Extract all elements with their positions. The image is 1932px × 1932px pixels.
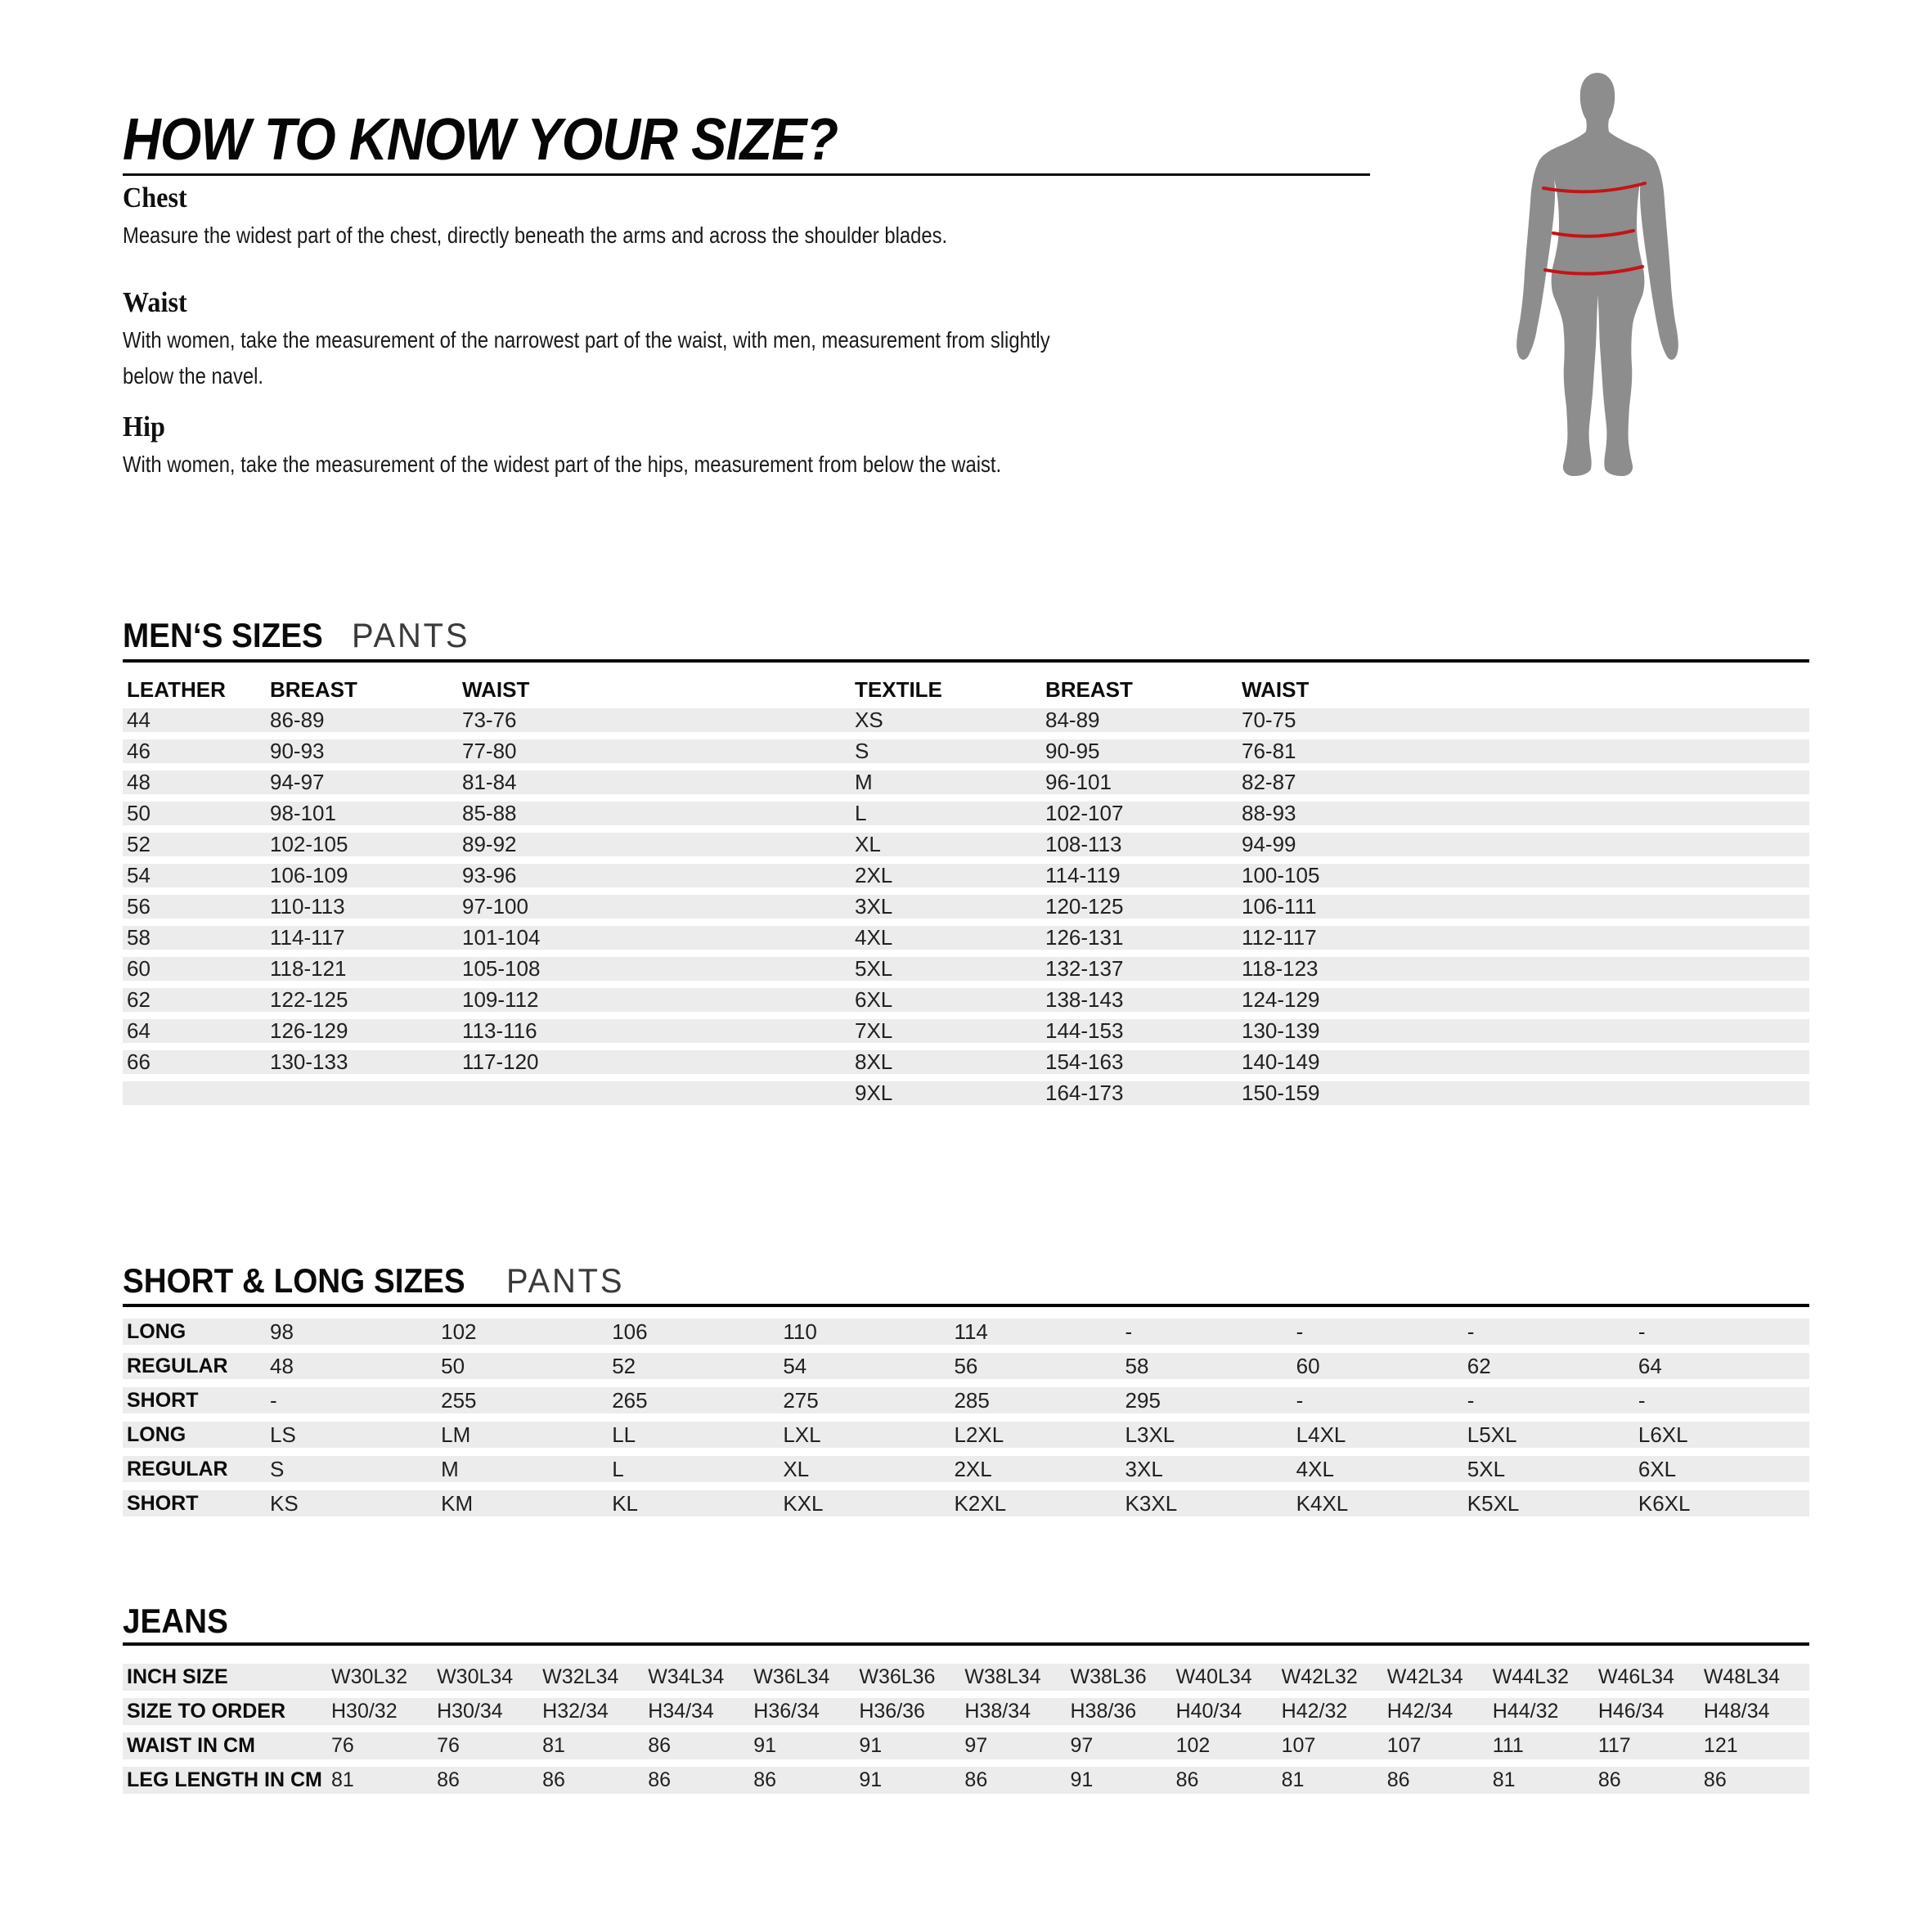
waist-cell-2: 124-129: [1242, 987, 1320, 1012]
waist-cell-2: 112-117: [1242, 925, 1317, 950]
textile-size-cell: XL: [855, 832, 881, 856]
jeans-title: JEANS: [123, 1602, 228, 1640]
leather-size-cell: 54: [127, 863, 151, 887]
breast-cell-2: 90-95: [1045, 739, 1100, 763]
jeans-cell: 107: [1386, 1734, 1422, 1757]
breast-cell-2: 120-125: [1045, 894, 1124, 919]
col-header-waist: WAIST: [462, 677, 530, 702]
breast-cell-2: 84-89: [1045, 708, 1100, 732]
table-row: [123, 926, 1809, 950]
col-header-waist-2: WAIST: [1242, 677, 1310, 702]
size-cell: -: [1467, 1319, 1475, 1344]
jeans-cell: 76: [437, 1734, 460, 1757]
size-cell: 3XL: [1125, 1457, 1163, 1481]
breast-cell: 126-129: [270, 1018, 348, 1043]
waist-cell-2: 70-75: [1242, 708, 1296, 732]
textile-size-cell: S: [855, 739, 869, 763]
table-row: [123, 739, 1809, 763]
size-cell: 285: [954, 1388, 990, 1413]
breast-cell-2: 108-113: [1045, 832, 1122, 856]
jeans-cell: W48L34: [1703, 1665, 1781, 1688]
waist-cell: 117-120: [462, 1049, 539, 1074]
size-cell: 102: [441, 1319, 477, 1344]
size-cell: K3XL: [1125, 1491, 1178, 1516]
hip-text: With women, take the measurement of the widest part of the hips, measurement from below the waist.: [123, 452, 1002, 477]
size-cell: 4XL: [1296, 1457, 1334, 1481]
size-cell: -: [1296, 1388, 1304, 1413]
jeans-cell: W40L34: [1175, 1665, 1252, 1688]
size-cell: 114: [954, 1319, 988, 1344]
row-label: SIZE TO ORDER: [127, 1700, 286, 1723]
col-header-breast-2: BREAST: [1045, 677, 1133, 702]
breast-cell: 94-97: [270, 770, 325, 794]
size-cell: L2XL: [954, 1422, 1004, 1447]
textile-size-cell: M: [855, 770, 873, 794]
row-label: INCH SIZE: [127, 1665, 228, 1688]
size-cell: KM: [441, 1491, 474, 1516]
size-cell: -: [1638, 1388, 1646, 1413]
size-cell: 54: [783, 1354, 807, 1378]
jeans-cell: H34/34: [648, 1700, 714, 1723]
leather-size-cell: 58: [127, 925, 151, 950]
size-cell: LL: [612, 1422, 636, 1447]
jeans-cell: 117: [1597, 1734, 1631, 1757]
table-row: [123, 1767, 1809, 1794]
breast-cell-2: 132-137: [1045, 956, 1124, 981]
breast-cell: 106-109: [270, 863, 348, 887]
jeans-cell: W36L34: [753, 1665, 830, 1688]
jeans-cell: 91: [1070, 1768, 1094, 1791]
waist-cell: 85-88: [462, 801, 517, 825]
textile-size-cell: L: [855, 801, 867, 825]
table-row: [123, 1698, 1809, 1725]
jeans-cell: W34L34: [648, 1665, 725, 1688]
waist-cell-2: 130-139: [1242, 1018, 1320, 1043]
size-cell: L4XL: [1296, 1422, 1346, 1447]
jeans-cell: 86: [964, 1768, 988, 1791]
textile-size-cell: 3XL: [855, 894, 893, 919]
row-label: REGULAR: [127, 1458, 228, 1480]
size-cell: -: [270, 1388, 277, 1413]
waist-cell-2: 150-159: [1242, 1081, 1320, 1105]
waist-cell: 109-112: [462, 987, 539, 1012]
mens-sizes-subtitle: PANTS: [352, 616, 470, 654]
waist-cell: 113-116: [462, 1018, 537, 1043]
size-cell: 48: [270, 1354, 294, 1378]
row-label: LONG: [127, 1320, 186, 1343]
jeans-rule: [123, 1642, 1809, 1646]
waist-cell-2: 118-123: [1242, 956, 1319, 981]
textile-size-cell: 8XL: [855, 1049, 893, 1074]
table-row: [123, 708, 1809, 732]
size-cell: 255: [441, 1388, 477, 1413]
breast-cell-2: 154-163: [1045, 1049, 1124, 1074]
table-row: [123, 864, 1809, 887]
waist-cell: 81-84: [462, 770, 517, 794]
breast-cell: 130-133: [270, 1049, 348, 1074]
jeans-cell: 91: [859, 1768, 883, 1791]
leather-size-cell: 60: [127, 956, 151, 981]
table-row: [123, 957, 1809, 981]
waist-text: With women, take the measurement of the narrowest part of the waist, with men, measurement from slightly below the navel.: [123, 327, 1050, 389]
col-header-leather: LEATHER: [127, 677, 226, 702]
breast-cell-2: 96-101: [1045, 770, 1112, 794]
breast-cell: 118-121: [270, 956, 347, 981]
short-long-subtitle: PANTS: [506, 1261, 625, 1300]
table-row: [123, 1664, 1809, 1691]
jeans-cell: 86: [1597, 1768, 1621, 1791]
breast-cell-2: 138-143: [1045, 987, 1124, 1012]
mens-sizes-header-row: [123, 676, 1813, 703]
jeans-cell: H36/34: [753, 1700, 820, 1723]
jeans-cell: H44/32: [1492, 1700, 1559, 1723]
waist-heading: Waist: [123, 286, 187, 318]
jeans-cell: W30L34: [437, 1665, 514, 1688]
jeans-cell: 86: [1386, 1768, 1410, 1791]
size-cell: 56: [954, 1354, 978, 1378]
size-cell: 6XL: [1638, 1457, 1677, 1481]
breast-cell-2: 114-119: [1045, 863, 1121, 887]
row-label: SHORT: [127, 1389, 199, 1412]
leather-size-cell: 50: [127, 801, 151, 825]
leather-size-cell: 56: [127, 894, 151, 919]
size-cell: 2XL: [954, 1457, 992, 1481]
size-cell: 64: [1638, 1354, 1662, 1378]
textile-size-cell: 4XL: [855, 925, 893, 950]
jeans-cell: 121: [1703, 1734, 1738, 1757]
table-row: [123, 833, 1809, 856]
leather-size-cell: 52: [127, 832, 151, 856]
leather-size-cell: 62: [127, 987, 151, 1012]
textile-size-cell: 7XL: [855, 1018, 893, 1043]
size-cell: 275: [783, 1388, 819, 1413]
size-cell: 265: [612, 1388, 648, 1413]
jeans-cell: 81: [1281, 1768, 1305, 1791]
waist-cell: 93-96: [462, 863, 517, 887]
table-row: [123, 1319, 1809, 1345]
table-row: [123, 771, 1809, 794]
textile-size-cell: 9XL: [855, 1081, 893, 1105]
size-cell: S: [270, 1457, 285, 1481]
row-label: LEG LENGTH IN CM: [127, 1768, 322, 1791]
size-cell: 106: [612, 1319, 648, 1344]
size-cell: -: [1638, 1319, 1646, 1344]
leather-size-cell: 48: [127, 770, 151, 794]
breast-cell-2: 164-173: [1045, 1081, 1124, 1105]
size-cell: XL: [783, 1457, 810, 1481]
table-row: [123, 1422, 1809, 1448]
jeans-cell: H42/32: [1281, 1700, 1348, 1723]
jeans-cell: W36L36: [859, 1665, 936, 1688]
short-long-title: SHORT & LONG SIZES: [123, 1261, 465, 1300]
size-cell: K2XL: [954, 1491, 1007, 1516]
jeans-cell: 86: [753, 1768, 777, 1791]
jeans-cell: W30L32: [331, 1665, 408, 1688]
size-cell: -: [1467, 1388, 1475, 1413]
table-row: [123, 1353, 1809, 1379]
row-label: REGULAR: [127, 1355, 228, 1377]
jeans-cell: W38L34: [964, 1665, 1041, 1688]
jeans-cell: 86: [437, 1768, 460, 1791]
size-cell: L6XL: [1638, 1422, 1688, 1447]
size-cell: LS: [270, 1422, 296, 1447]
size-cell: K4XL: [1296, 1491, 1349, 1516]
size-cell: L5XL: [1467, 1422, 1517, 1447]
table-row: [123, 1081, 1809, 1105]
jeans-cell: W42L32: [1281, 1665, 1358, 1688]
breast-cell: 86-89: [270, 708, 325, 732]
breast-cell: 90-93: [270, 739, 325, 763]
size-cell: 60: [1296, 1354, 1320, 1378]
jeans-cell: W44L32: [1492, 1665, 1569, 1688]
breast-cell: 110-113: [270, 894, 345, 919]
breast-cell-2: 102-107: [1045, 801, 1124, 825]
size-cell: K6XL: [1638, 1491, 1691, 1516]
jeans-cell: H30/34: [437, 1700, 503, 1723]
size-cell: L3XL: [1125, 1422, 1175, 1447]
textile-size-cell: 5XL: [855, 956, 893, 981]
hip-heading: Hip: [123, 411, 165, 443]
table-row: [123, 1732, 1809, 1759]
leather-size-cell: 46: [127, 739, 151, 763]
jeans-cell: 86: [1703, 1768, 1727, 1791]
table-row: [123, 1456, 1809, 1482]
jeans-heading: [123, 1602, 237, 1641]
male-silhouette-figure: [1516, 72, 1679, 481]
leather-size-cell: 64: [127, 1018, 151, 1043]
waist-cell-2: 88-93: [1242, 801, 1296, 825]
size-cell: KS: [270, 1491, 299, 1516]
size-cell: 295: [1125, 1388, 1161, 1413]
jeans-cell: W42L34: [1386, 1665, 1463, 1688]
size-cell: KL: [612, 1491, 639, 1516]
waist-cell-2: 76-81: [1242, 739, 1296, 763]
size-cell: 98: [270, 1319, 294, 1344]
short-long-rule: [123, 1304, 1809, 1307]
chest-heading: Chest: [123, 182, 187, 213]
breast-cell: 98-101: [270, 801, 336, 825]
jeans-cell: 86: [1175, 1768, 1199, 1791]
size-cell: 62: [1467, 1354, 1491, 1378]
jeans-cell: W32L34: [542, 1665, 619, 1688]
textile-size-cell: 2XL: [855, 863, 893, 887]
size-cell: -: [1296, 1319, 1304, 1344]
table-row: [123, 1019, 1809, 1043]
mens-sizes-rule: [123, 659, 1809, 663]
row-label: LONG: [127, 1423, 186, 1446]
leather-size-cell: 44: [127, 708, 151, 732]
textile-size-cell: 6XL: [855, 987, 893, 1012]
waist-cell-2: 140-149: [1242, 1049, 1320, 1074]
waist-cell: 101-104: [462, 925, 541, 950]
textile-size-cell: XS: [855, 708, 883, 732]
mens-sizes-table: [123, 708, 1809, 1112]
size-cell: 52: [612, 1354, 636, 1378]
jeans-cell: 97: [964, 1734, 988, 1757]
jeans-cell: H36/36: [859, 1700, 925, 1723]
row-label: WAIST IN CM: [127, 1734, 255, 1757]
row-label: SHORT: [127, 1492, 199, 1515]
chest-text: Measure the widest part of the chest, directly beneath the arms and across the shoulder blades.: [123, 222, 948, 248]
jeans-cell: 111: [1492, 1734, 1524, 1757]
col-header-breast: BREAST: [270, 677, 357, 702]
size-cell: 5XL: [1467, 1457, 1506, 1481]
jeans-cell: H46/34: [1597, 1700, 1665, 1723]
jeans-cell: 102: [1175, 1734, 1211, 1757]
mens-sizes-heading: [123, 616, 476, 655]
jeans-cell: 81: [331, 1768, 354, 1791]
mens-sizes-title: MEN‘S SIZES: [123, 616, 323, 654]
table-row: [123, 988, 1809, 1012]
jeans-cell: 76: [331, 1734, 354, 1757]
size-cell: LM: [441, 1422, 471, 1447]
jeans-cell: H48/34: [1703, 1700, 1770, 1723]
size-cell: KXL: [783, 1491, 824, 1516]
page-title: HOW TO KNOW YOUR SIZE?: [123, 107, 838, 173]
breast-cell-2: 144-153: [1045, 1018, 1124, 1043]
jeans-cell: 107: [1281, 1734, 1316, 1757]
waist-cell-2: 94-99: [1242, 832, 1296, 856]
waist-cell-2: 100-105: [1242, 863, 1320, 887]
size-cell: 50: [441, 1354, 465, 1378]
jeans-cell: H38/34: [964, 1700, 1031, 1723]
jeans-cell: H30/32: [331, 1700, 398, 1723]
jeans-cell: H40/34: [1175, 1700, 1242, 1723]
breast-cell-2: 126-131: [1045, 925, 1124, 950]
table-row: [123, 802, 1809, 825]
title-underline: [123, 173, 1370, 176]
breast-cell: 122-125: [270, 987, 348, 1012]
col-header-textile: TEXTILE: [855, 677, 942, 702]
size-cell: 110: [783, 1319, 817, 1344]
jeans-cell: H32/34: [542, 1700, 609, 1723]
waist-cell: 105-108: [462, 956, 541, 981]
jeans-cell: H38/36: [1070, 1700, 1137, 1723]
waist-cell: 73-76: [462, 708, 517, 732]
jeans-cell: W46L34: [1597, 1665, 1674, 1688]
waist-cell: 77-80: [462, 739, 517, 763]
leather-size-cell: 66: [127, 1049, 151, 1074]
jeans-cell: 86: [648, 1768, 672, 1791]
jeans-cell: 81: [1492, 1768, 1516, 1791]
jeans-cell: 86: [648, 1734, 672, 1757]
table-row: [123, 895, 1809, 919]
size-cell: -: [1125, 1319, 1133, 1344]
jeans-cell: W38L36: [1070, 1665, 1147, 1688]
jeans-cell: 81: [542, 1734, 565, 1757]
size-cell: LXL: [783, 1422, 821, 1447]
short-long-heading: [123, 1261, 631, 1301]
breast-cell: 102-105: [270, 832, 348, 856]
jeans-cell: 91: [753, 1734, 777, 1757]
jeans-cell: 86: [542, 1768, 565, 1791]
jeans-cell: 97: [1070, 1734, 1094, 1757]
table-row: [123, 1387, 1809, 1413]
waist-cell: 89-92: [462, 832, 517, 856]
breast-cell: 114-117: [270, 925, 345, 950]
size-cell: K5XL: [1467, 1491, 1520, 1516]
waist-cell: 97-100: [462, 894, 528, 919]
short-long-table: [123, 1319, 1809, 1525]
size-cell: 58: [1125, 1354, 1149, 1378]
jeans-cell: 91: [859, 1734, 883, 1757]
table-row: [123, 1050, 1809, 1074]
waist-cell-2: 82-87: [1242, 770, 1296, 794]
size-cell: L: [612, 1457, 624, 1481]
table-row: [123, 1490, 1809, 1516]
jeans-table: [123, 1664, 1809, 1801]
jeans-cell: H42/34: [1386, 1700, 1453, 1723]
size-cell: M: [441, 1457, 459, 1481]
waist-cell-2: 106-111: [1242, 894, 1317, 919]
